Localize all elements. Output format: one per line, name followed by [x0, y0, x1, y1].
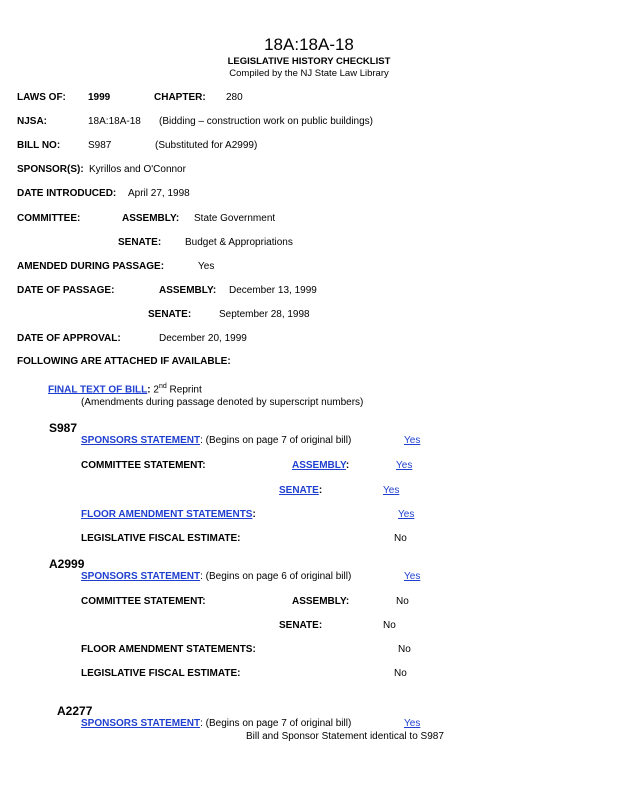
a2999-assembly-label: ASSEMBLY: [292, 596, 350, 607]
final-text-link[interactable]: FINAL TEXT OF BILL [48, 384, 148, 396]
s987-sponsors-row [81, 436, 351, 446]
committee-senate-value: Budget & Appropriations [185, 237, 293, 248]
s987-assembly-link[interactable]: ASSEMBLY [292, 460, 346, 471]
reprint-number: 2 [153, 384, 159, 396]
s987-floor-yes-link[interactable]: Yes [398, 509, 415, 520]
s987-sponsors-note: : (Begins on page 7 of original bill) [200, 435, 352, 446]
date-introduced-label: DATE INTRODUCED: [17, 188, 117, 199]
a2999-committee-label: COMMITTEE STATEMENT: [81, 596, 206, 607]
s987-fiscal-label: LEGISLATIVE FISCAL ESTIMATE: [81, 533, 241, 544]
a2999-sponsors-row [81, 572, 351, 582]
a2277-sponsors-statement-link[interactable]: SPONSORS STATEMENT [81, 718, 201, 729]
laws-of-value: 1999 [88, 92, 111, 103]
a2277-sponsors-note: : (Begins on page 7 of original bill) [200, 718, 352, 729]
approval-label: DATE OF APPROVAL: [17, 333, 121, 344]
compiled-by: Compiled by the NJ State Law Library [229, 68, 389, 79]
passage-senate-value: September 28, 1998 [219, 309, 310, 320]
a2999-floor-label: FLOOR AMENDMENT STATEMENTS: [81, 644, 256, 655]
bill-no-note: (Substituted for A2999) [155, 140, 258, 151]
a2999-floor-value: No [398, 644, 411, 655]
chapter-value: 280 [226, 92, 243, 103]
s987-senate-link[interactable]: SENATE [279, 485, 319, 496]
final-text-colon: : [147, 384, 151, 396]
s987-sponsors-statement-link[interactable]: SPONSORS STATEMENT [81, 435, 201, 446]
bill-no-value: S987 [88, 140, 112, 151]
s987-assembly-yes-link[interactable]: Yes [396, 460, 413, 471]
s987-heading: S987 [49, 421, 78, 435]
s987-senate-row: SENATE: [279, 485, 323, 496]
committee-senate-label: SENATE: [118, 237, 162, 248]
s987-fiscal-value: No [394, 533, 407, 544]
amended-value: Yes [198, 261, 215, 272]
bill-no-label: BILL NO: [17, 140, 61, 151]
a2999-senate-label: SENATE: [279, 620, 323, 631]
s987-floor-row: FLOOR AMENDMENT STATEMENTS: [81, 509, 256, 520]
s987-committee-label: COMMITTEE STATEMENT: [81, 460, 206, 471]
passage-senate-label: SENATE: [148, 309, 192, 320]
chapter-label: CHAPTER: [154, 92, 206, 103]
a2999-sponsors-yes-link[interactable]: Yes [404, 571, 421, 582]
checklist-subtitle: LEGISLATIVE HISTORY CHECKLIST [227, 56, 391, 67]
a2999-senate-value: No [383, 620, 396, 631]
a2999-heading: A2999 [49, 557, 85, 571]
passage-assembly-value: December 13, 1999 [229, 285, 317, 296]
a2999-assembly-value: No [396, 596, 409, 607]
amended-label: AMENDED DURING PASSAGE: [17, 261, 165, 272]
laws-of-label: LAWS OF: [17, 92, 66, 103]
a2999-sponsors-note: : (Begins on page 6 of original bill) [200, 571, 352, 582]
s987-assembly-row: ASSEMBLY: [292, 460, 350, 471]
njsa-label: NJSA: [17, 116, 48, 127]
committee-assembly-value: State Government [194, 213, 276, 224]
a2277-heading: A2277 [57, 704, 93, 718]
a2999-sponsors-statement-link[interactable]: SPONSORS STATEMENT [81, 571, 201, 582]
njsa-value: 18A:18A-18 [88, 116, 141, 127]
final-text-note: (Amendments during passage denoted by superscript numbers) [81, 397, 364, 408]
committee-label: COMMITTEE: [17, 213, 81, 224]
reprint-suffix: nd [158, 383, 167, 390]
a2277-identical-note: Bill and Sponsor Statement identical to S987 [246, 731, 444, 742]
njsa-description: (Bidding – construction work on public buildings) [159, 116, 374, 127]
reprint-word: Reprint [169, 384, 202, 396]
s987-senate-yes-link[interactable]: Yes [383, 485, 400, 496]
committee-assembly-label: ASSEMBLY: [122, 213, 180, 224]
passage-label: DATE OF PASSAGE: [17, 285, 115, 296]
document-title: 18A:18A-18 [264, 35, 354, 54]
a2277-sponsors-yes-link[interactable]: Yes [404, 718, 421, 729]
passage-assembly-label: ASSEMBLY: [159, 285, 217, 296]
final-text-row [48, 383, 202, 395]
approval-value: December 20, 1999 [159, 333, 247, 344]
s987-floor-amendment-link[interactable]: FLOOR AMENDMENT STATEMENTS [81, 509, 253, 520]
sponsors-label: SPONSOR(S): [17, 164, 84, 175]
a2277-sponsors-row [81, 719, 351, 729]
sponsors-value: Kyrillos and O'Connor [89, 164, 186, 175]
a2999-fiscal-label: LEGISLATIVE FISCAL ESTIMATE: [81, 668, 241, 679]
s987-sponsors-yes-link[interactable]: Yes [404, 435, 421, 446]
a2999-fiscal-value: No [394, 668, 407, 679]
attached-heading: FOLLOWING ARE ATTACHED IF AVAILABLE: [17, 356, 231, 367]
date-introduced-value: April 27, 1998 [128, 188, 190, 199]
